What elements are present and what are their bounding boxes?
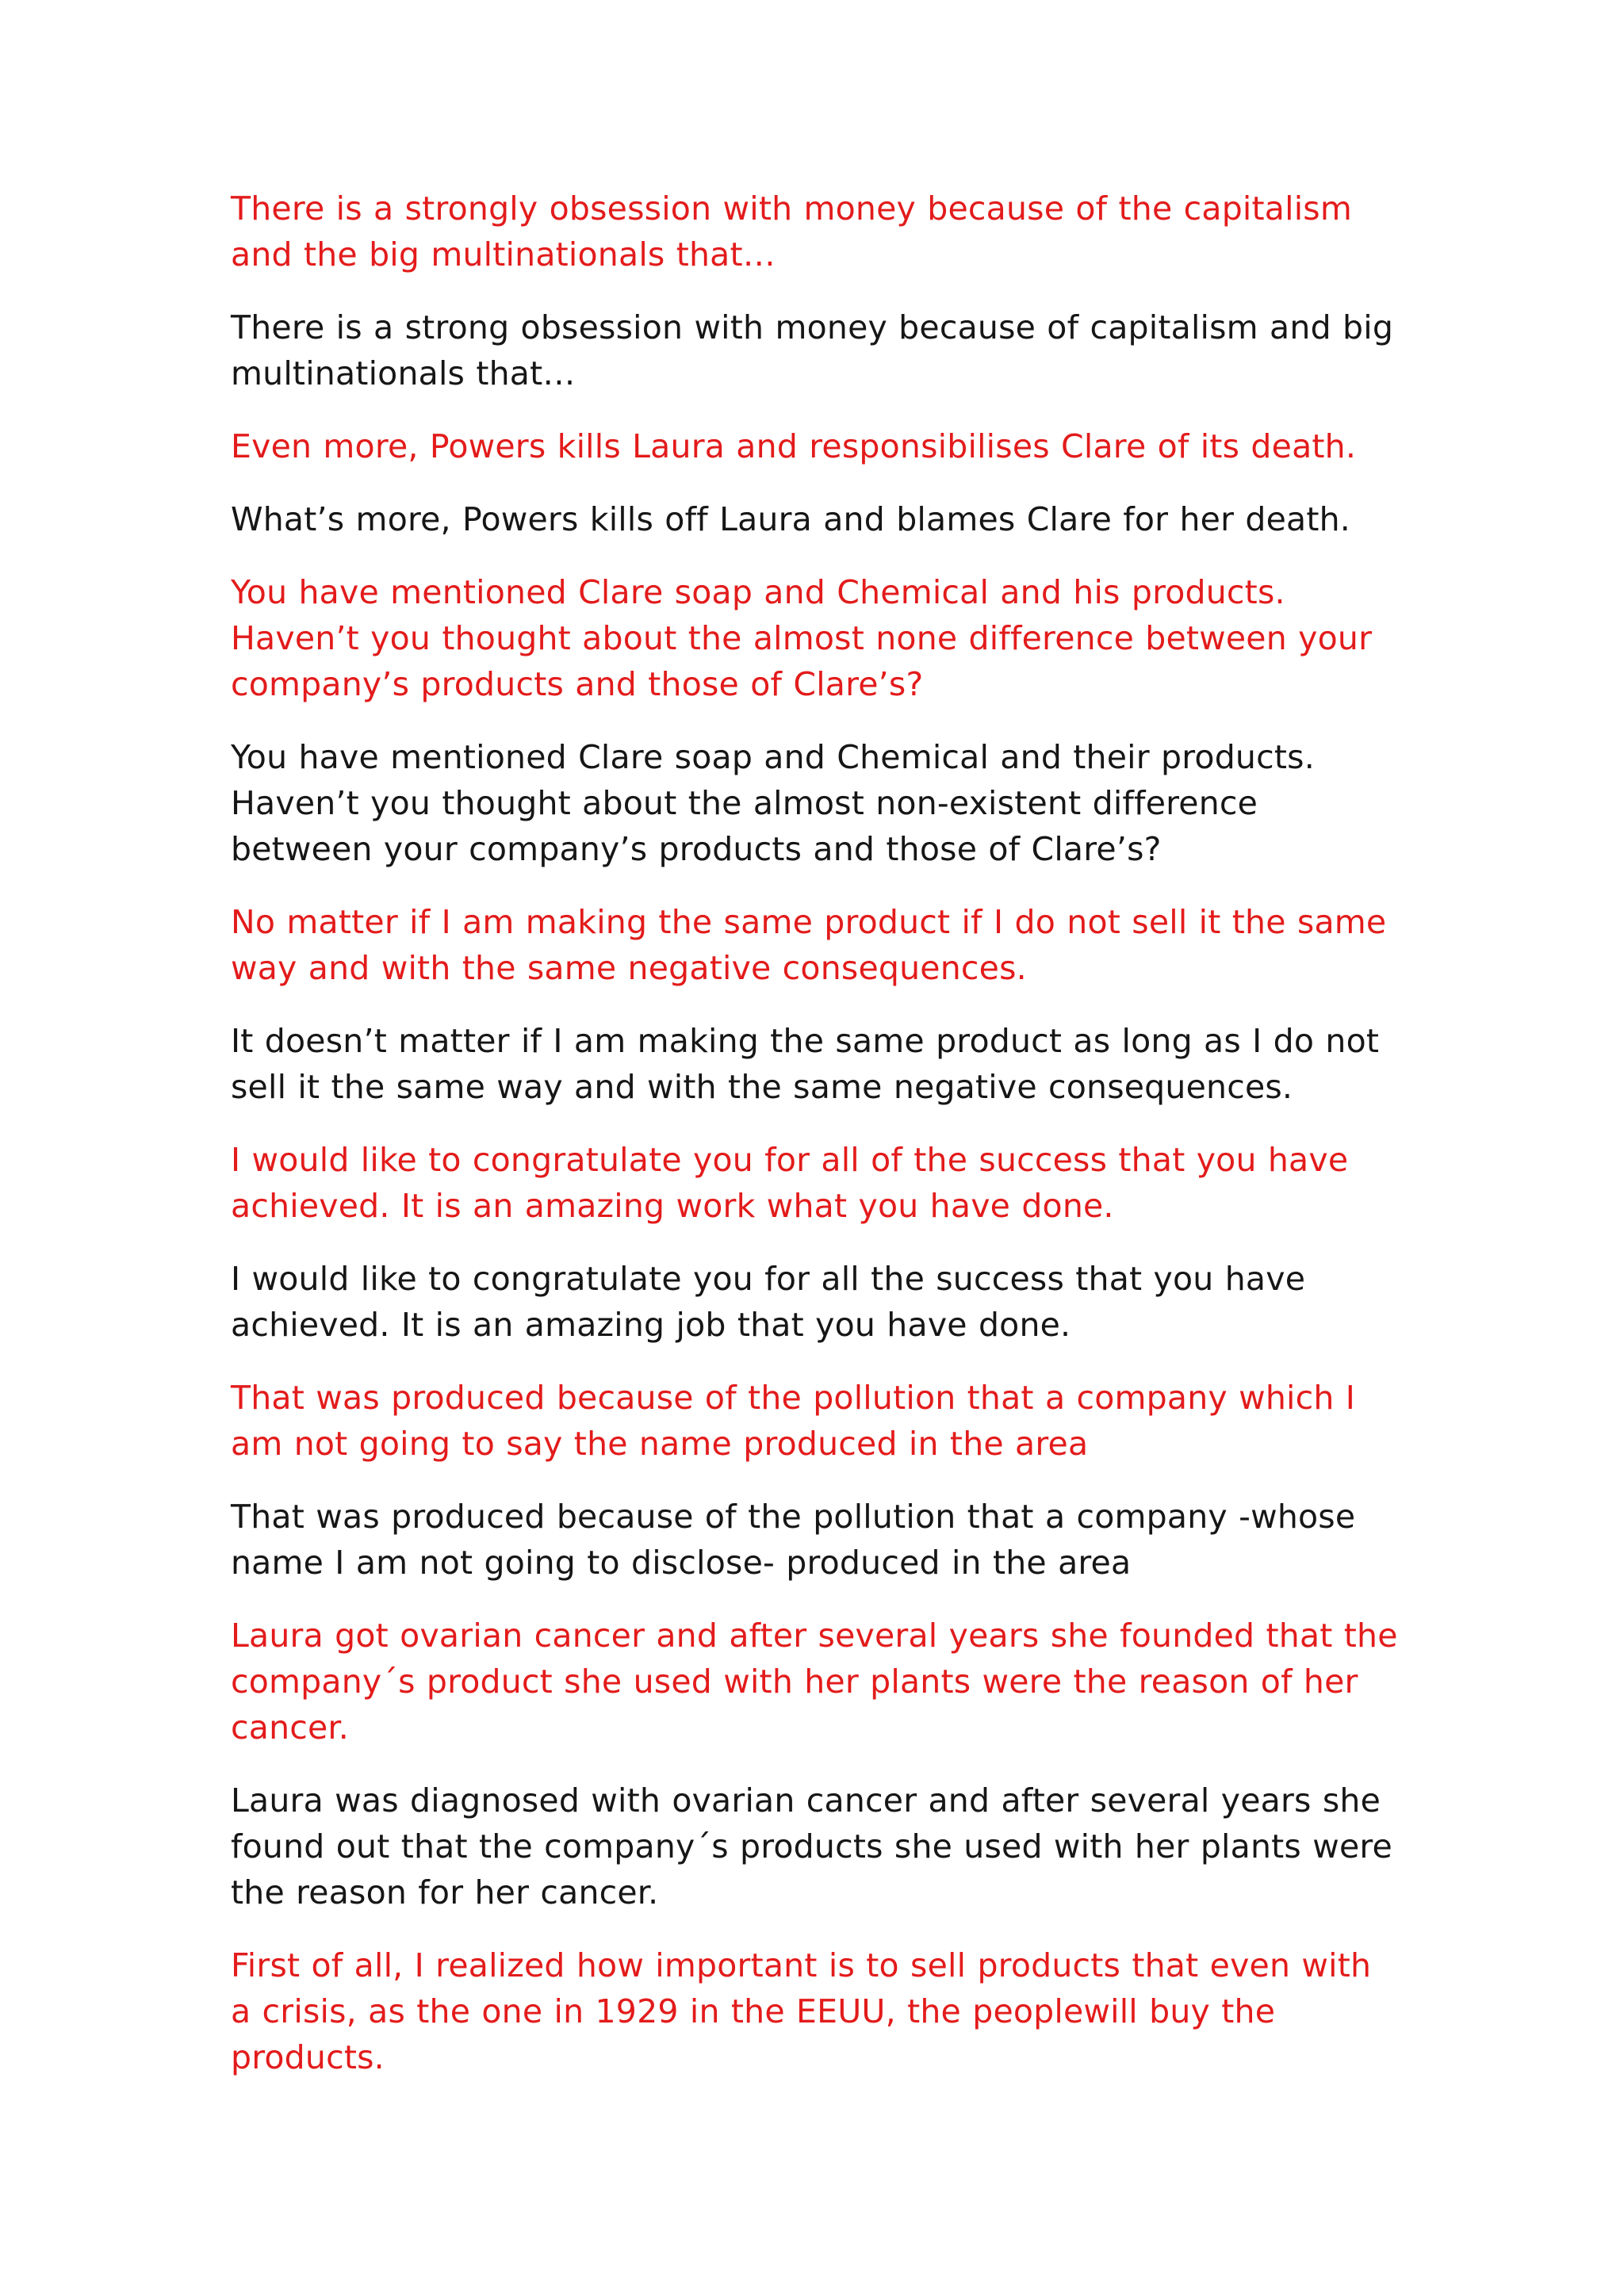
original-sentence (231, 186, 1404, 277)
original-sentence (231, 1942, 1404, 2080)
text-line: way and with the same negative consequences. (231, 949, 1027, 987)
text-line: am not going to say the name produced in the area (231, 1425, 1089, 1463)
text-line: between your company’s products and those of Clare’s? (231, 830, 1162, 868)
text-line: company´s product she used with her plants were the reason of her (231, 1663, 1358, 1701)
text-line: Even more, Powers kills Laura and responsibilises Clare of its death. (231, 427, 1357, 465)
original-sentence (231, 1137, 1404, 1229)
text-line: the reason for her cancer. (231, 1873, 659, 1911)
text-line: There is a strongly obsession with money because of the capitalism (231, 189, 1352, 228)
text-line: There is a strong obsession with money because of capitalism and big (231, 308, 1394, 346)
text-line: First of all, I realized how important is to sell products that even with (231, 1946, 1372, 1984)
text-line: That was produced because of the pollution that a company -whose (231, 1498, 1356, 1536)
corrected-sentence (231, 1777, 1404, 1915)
original-sentence (231, 899, 1404, 991)
text-line: products. (231, 2038, 385, 2076)
text-line: name I am not going to disclose- produced in the area (231, 1544, 1132, 1582)
original-sentence (231, 1613, 1404, 1751)
text-line: Haven’t you thought about the almost non-existent difference (231, 784, 1258, 822)
text-line: multinationals that… (231, 354, 576, 392)
text-line: achieved. It is an amazing work what you have done. (231, 1187, 1114, 1225)
text-line: Haven’t you thought about the almost none difference between your (231, 619, 1373, 657)
text-line: That was produced because of the pollution that a company which I (231, 1379, 1356, 1417)
text-line: I would like to congratulate you for all the success that you have (231, 1260, 1306, 1298)
original-sentence (231, 1375, 1404, 1467)
text-line: You have mentioned Clare soap and Chemical and their products. (231, 738, 1315, 776)
text-line: found out that the company´s products she used with her plants were (231, 1827, 1392, 1866)
text-line: No matter if I am making the same product if I do not sell it the same (231, 903, 1387, 941)
text-line: It doesn’t matter if I am making the same product as long as I do not (231, 1022, 1380, 1060)
text-line: cancer. (231, 1709, 349, 1747)
text-line: achieved. It is an amazing job that you have done. (231, 1306, 1071, 1344)
text-line: and the big multinationals that… (231, 235, 776, 274)
text-line: company’s products and those of Clare’s? (231, 665, 924, 703)
corrected-sentence (231, 1494, 1404, 1586)
corrected-sentence (231, 734, 1404, 872)
corrected-sentence (231, 304, 1404, 396)
corrected-sentence (231, 1256, 1404, 1348)
text-line: a crisis, as the one in 1929 in the EEUU, the peoplewill buy the (231, 1992, 1276, 2030)
text-line: Laura was diagnosed with ovarian cancer and after several years she (231, 1781, 1381, 1820)
text-line: sell it the same way and with the same negative consequences. (231, 1068, 1293, 1106)
original-sentence (231, 423, 1404, 469)
original-sentence (231, 569, 1404, 707)
text-line: Laura got ovarian cancer and after several years she founded that the (231, 1617, 1398, 1655)
text-line: What’s more, Powers kills off Laura and blames Clare for her death. (231, 500, 1351, 538)
corrected-sentence (231, 496, 1404, 542)
text-line: I would like to congratulate you for all of the success that you have (231, 1141, 1349, 1179)
corrected-sentence (231, 1018, 1404, 1110)
text-line: You have mentioned Clare soap and Chemical and his products. (231, 573, 1285, 611)
document-body (231, 186, 1404, 2107)
